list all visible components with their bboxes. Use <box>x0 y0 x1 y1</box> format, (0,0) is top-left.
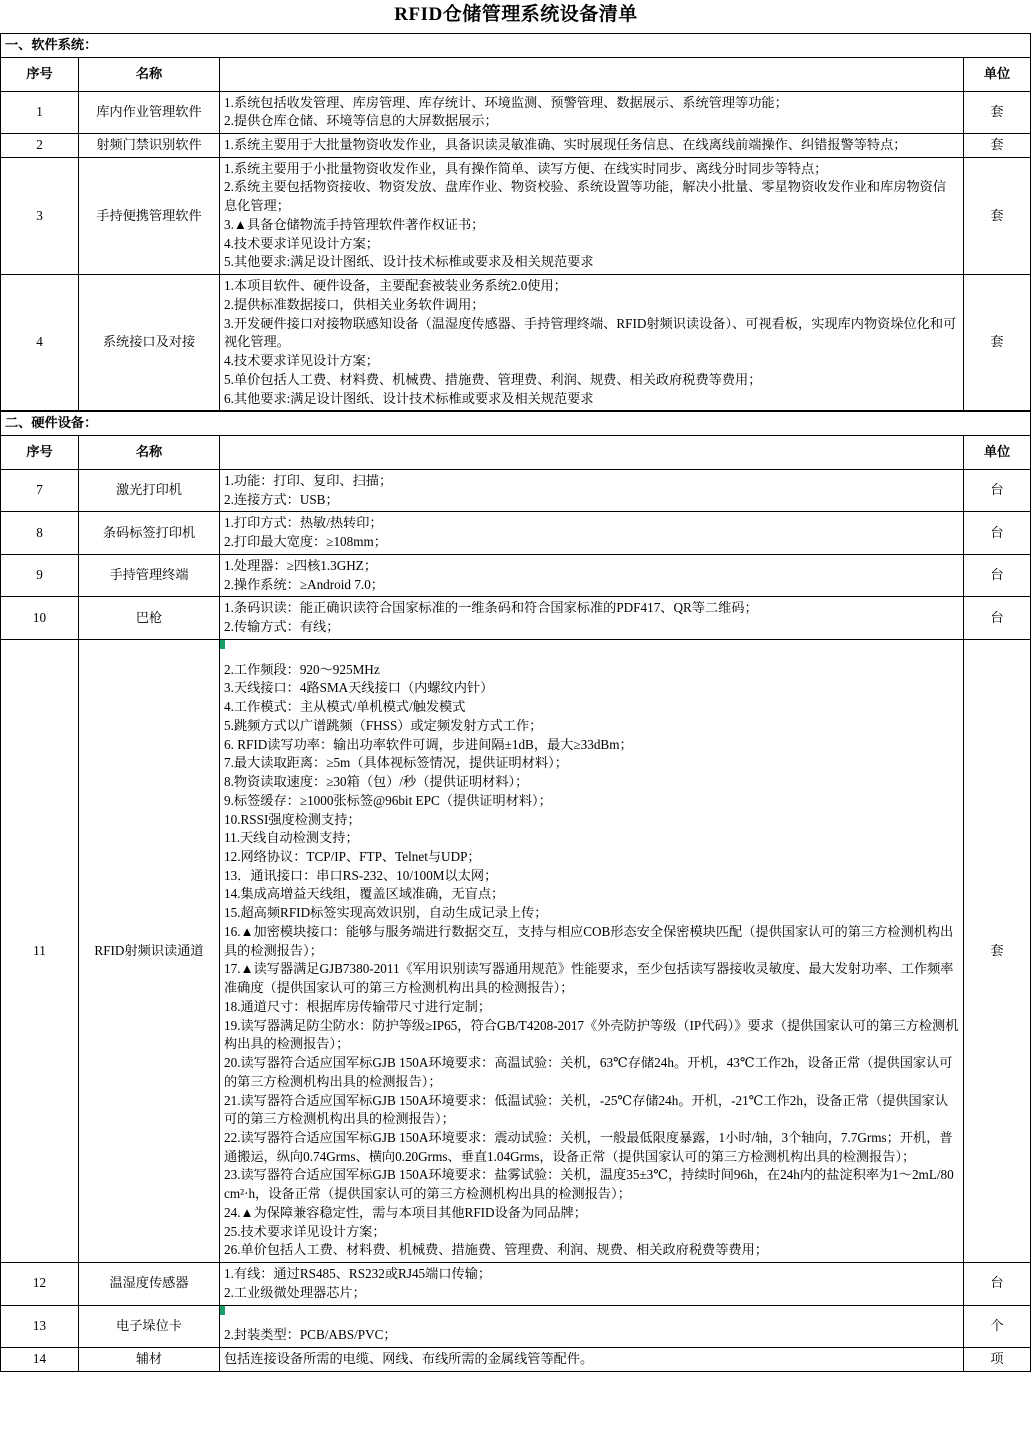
desc-line: 19.读写器满足防尘防水：防护等级≥IP65，符合GB/T4208-2017《外壳防护等级（IP代码）》要求（提供国家认可的第三方检测机构出具的检测报告）； <box>224 1017 959 1052</box>
column-header-no: 序号 <box>1 57 79 91</box>
column-header-unit: 单位 <box>964 436 1031 470</box>
row-name: 条码标签打印机 <box>79 512 220 554</box>
desc-line: 24.▲为保障兼容稳定性，需与本项目其他RFID设备为同品牌； <box>224 1204 587 1220</box>
table-header-row <box>1 436 1031 470</box>
table-row <box>1 157 1031 274</box>
desc-line: 18.通道尺寸：根据库房传输带尺寸进行定制； <box>224 998 492 1014</box>
row-unit: 台 <box>964 470 1031 512</box>
desc-line: 13．通讯接口：串口RS-232、10/100M以太网； <box>224 867 498 883</box>
desc-line: 7.最大读取距离：≥5m（具体视标签情况，提供证明材料）； <box>224 755 568 771</box>
desc-line: 20.读写器符合适应国军标GJB 150A环境要求：高温试验：关机，63℃存储24h。开机，43℃工作2h，设备正常（提供国家认可的第三方检测机构出具的检测报告）； <box>224 1055 953 1089</box>
desc-line: 2.工作频段：920～925MHz <box>224 661 380 677</box>
desc-line <box>224 642 959 661</box>
table-row <box>1 639 1031 1262</box>
row-desc <box>220 597 964 639</box>
desc-line-list <box>224 277 959 408</box>
desc-line: 1.处理器：≥四核1.3GHZ； <box>224 557 378 573</box>
table-row <box>1 470 1031 512</box>
row-no: 12 <box>1 1263 79 1305</box>
row-no: 7 <box>1 470 79 512</box>
row-unit: 套 <box>964 91 1031 133</box>
row-desc <box>220 512 964 554</box>
comment-marker-icon <box>220 1306 225 1315</box>
row-desc <box>220 1263 964 1305</box>
row-desc <box>220 1348 964 1372</box>
row-desc <box>220 91 964 133</box>
desc-line: 14.集成高增益天线组，覆盖区域准确，无盲点； <box>224 886 505 902</box>
desc-line: 5.其他要求:满足设计图纸、设计技术标椎或要求及相关规范要求 <box>224 254 594 270</box>
table-row <box>1 597 1031 639</box>
desc-line: 2.操作系统：≥Android 7.0； <box>224 576 384 592</box>
desc-line: 4.技术要求详见设计方案； <box>224 235 379 251</box>
table-row <box>1 1305 1031 1347</box>
row-unit: 台 <box>964 1263 1031 1305</box>
desc-line: 1.系统包括收发管理、库房管理、库存统计、环境监测、预警管理、数据展示、系统管理等功能； <box>224 94 788 110</box>
row-no: 11 <box>1 639 79 1262</box>
desc-line: 5.单价包括人工费、材料费、机械费、措施费、管理费、利润、规费、相关政府税费等费用； <box>224 371 762 387</box>
row-unit: 台 <box>964 554 1031 596</box>
row-desc <box>220 470 964 512</box>
column-header-name: 名称 <box>79 436 220 470</box>
row-name: 手持便携管理软件 <box>79 157 220 274</box>
row-no: 2 <box>1 134 79 158</box>
row-name: 温湿度传感器 <box>79 1263 220 1305</box>
desc-line: 6.其他要求:满足设计图纸、设计技术标椎或要求及相关规范要求 <box>224 390 594 406</box>
desc-line: 15.超高频RFID标签实现高效识别，自动生成记录上传； <box>224 905 548 921</box>
desc-line: 2.系统主要包括物资接收、物资发放、盘库作业、物资校验、系统设置等功能，解决小批量、零星物资收发作业和库房物资信息化管理； <box>224 179 947 214</box>
desc-line-list <box>224 1265 959 1302</box>
column-header-name: 名称 <box>79 57 220 91</box>
table-row <box>1 512 1031 554</box>
desc-line: 1.打印方式：热敏/热转印； <box>224 515 383 531</box>
desc-line-list <box>224 1350 959 1369</box>
row-no: 13 <box>1 1305 79 1347</box>
desc-line: 2.打印最大宽度：≥108mm； <box>224 534 387 550</box>
row-name: 手持管理终端 <box>79 554 220 596</box>
page-title: RFID仓储管理系统设备清单 <box>394 4 638 25</box>
desc-line-list <box>224 514 959 551</box>
row-desc <box>220 1305 964 1347</box>
row-unit: 套 <box>964 275 1031 411</box>
table-row <box>1 91 1031 133</box>
column-header-desc <box>220 57 964 91</box>
desc-line-list <box>224 1308 959 1345</box>
row-name: 巴枪 <box>79 597 220 639</box>
row-desc <box>220 554 964 596</box>
desc-line: 3.▲具备仓储物流手持管理软件著作权证书； <box>224 216 485 232</box>
desc-line-list <box>224 94 959 131</box>
table-row <box>1 275 1031 411</box>
desc-line: 8.物资读取速度：≥30箱（包）/秒（提供证明材料）； <box>224 774 529 790</box>
desc-line: 9.标签缓存：≥1000张标签@96bit EPC（提供证明材料）； <box>224 792 552 808</box>
section-heading-row <box>1 33 1031 57</box>
desc-line: 26.单价包括人工费、材料费、机械费、措施费、管理费、利润、规费、相关政府税费等费用； <box>224 1242 768 1258</box>
desc-line: 1.有线：通过RS485、RS232或RJ45端口传输； <box>224 1266 492 1282</box>
section-heading-software: 一、软件系统： <box>1 33 1031 57</box>
desc-line: 2.连接方式：USB； <box>224 491 339 507</box>
table-row <box>1 134 1031 158</box>
row-no: 14 <box>1 1348 79 1372</box>
row-name: 射频门禁识别软件 <box>79 134 220 158</box>
table-header-row <box>1 57 1031 91</box>
row-unit: 套 <box>964 157 1031 274</box>
row-unit: 台 <box>964 512 1031 554</box>
desc-line: 10.RSSI强度检测支持； <box>224 811 361 827</box>
desc-line: 6. RFID读写功率：输出功率软件可调，步进间隔±1dB，最大≥33dBm； <box>224 736 633 752</box>
column-header-unit: 单位 <box>964 57 1031 91</box>
row-unit: 个 <box>964 1305 1031 1347</box>
desc-line: 1.功能：打印、复印、扫描； <box>224 473 393 489</box>
desc-line: 25.技术要求详见设计方案； <box>224 1223 386 1239</box>
table-row <box>1 554 1031 596</box>
desc-line-list <box>224 472 959 509</box>
desc-line: 包括连接设备所需的电缆、网线、布线所需的金属线管等配件。 <box>224 1351 594 1367</box>
row-desc <box>220 134 964 158</box>
column-header-desc <box>220 436 964 470</box>
row-unit: 套 <box>964 134 1031 158</box>
desc-line: 21.读写器符合适应国军标GJB 150A环境要求：低温试验：关机，-25℃存储24h。开机，-21℃工作2h，设备正常（提供国家认可的第三方检测机构出具的检测报告）； <box>224 1092 949 1127</box>
row-no: 10 <box>1 597 79 639</box>
software-section-table <box>0 33 1031 411</box>
desc-line: 1.条码识读：能正确识读符合国家标准的一维条码和符合国家标准的PDF417、QR等二维码； <box>224 600 758 616</box>
desc-line <box>224 1308 959 1327</box>
row-name: 库内作业管理软件 <box>79 91 220 133</box>
desc-line: 5.跳频方式以广谱跳频（FHSS）或定频发射方式工作； <box>224 717 543 733</box>
table-row <box>1 1348 1031 1372</box>
row-name: RFID射频识读通道 <box>79 639 220 1262</box>
row-unit: 项 <box>964 1348 1031 1372</box>
row-unit: 套 <box>964 639 1031 1262</box>
desc-line: 17.▲读写器满足GJB7380-2011《军用识别读写器通用规范》性能要求，至少包括读写器接收灵敏度、最大发射功率、工作频率准确度（提供国家认可的第三方检测机构出具的检测报告）； <box>224 961 954 996</box>
desc-line: 22.读写器符合适应国军标GJB 150A环境要求：震动试验：关机，一般最低限度暴露，1小时/轴，3个轴向，7.7Grms；开机，普通搬运，纵向0.74Grms、横向0.20Grms、垂直1.04Grms，设备正常（提供国家认可的第三方检测机构出具的检测报告）； <box>224 1129 953 1164</box>
desc-line: 2.提供仓库仓储、环境等信息的大屏数据展示； <box>224 113 498 129</box>
desc-line: 11.天线自动检测支持； <box>224 830 359 846</box>
desc-line-list <box>224 599 959 636</box>
desc-line-list <box>224 136 959 155</box>
section-heading-hardware: 二、硬件设备： <box>1 412 1031 436</box>
row-name: 激光打印机 <box>79 470 220 512</box>
row-name: 系统接口及对接 <box>79 275 220 411</box>
desc-line: 2.工业级微处理器芯片； <box>224 1284 366 1300</box>
desc-line-list <box>224 557 959 594</box>
row-no: 3 <box>1 157 79 274</box>
desc-line-list <box>224 160 959 272</box>
row-no: 4 <box>1 275 79 411</box>
section-heading-row <box>1 412 1031 436</box>
desc-line: 4.工作模式：主从模式/单机模式/触发模式 <box>224 699 466 715</box>
desc-line: 1.系统主要用于小批量物资收发作业，具有操作简单、读写方便、在线实时同步、离线分时同步等特点； <box>224 160 828 176</box>
desc-line: 12.网络协议：TCP/IP、FTP、Telnet与UDP； <box>224 848 481 864</box>
row-desc <box>220 639 964 1262</box>
desc-line-list <box>224 642 959 1260</box>
desc-line: 1.本项目软件、硬件设备，主要配套被装业务系统2.0使用； <box>224 278 567 294</box>
column-header-no: 序号 <box>1 436 79 470</box>
desc-line: 16.▲加密模块接口：能够与服务端进行数据交互，支持与相应COB形态安全保密模块匹配（提供国家认可的第三方检测机构出具的检测报告）； <box>224 923 954 958</box>
desc-line: 2.封装类型：PCB/ABS/PVC； <box>224 1327 397 1343</box>
row-no: 8 <box>1 512 79 554</box>
desc-line: 3.开发硬件接口对接物联感知设备（温湿度传感器、手持管理终端、RFID射频识读设备）、可视看板，实现库内物资垛位化和可视化管理。 <box>224 315 957 350</box>
table-row <box>1 1263 1031 1305</box>
desc-line: 2.提供标准数据接口，供相关业务软件调用； <box>224 296 485 312</box>
desc-line: 3.天线接口：4路SMA天线接口（内螺纹内针） <box>224 680 494 696</box>
row-unit: 台 <box>964 597 1031 639</box>
row-name: 辅材 <box>79 1348 220 1372</box>
row-name: 电子垛位卡 <box>79 1305 220 1347</box>
row-desc <box>220 275 964 411</box>
desc-line: 1.系统主要用于大批量物资收发作业，具备识读灵敏准确、实时展现任务信息、在线离线前端操作、纠错报警等特点； <box>224 137 907 152</box>
row-no: 9 <box>1 554 79 596</box>
desc-line: 23.读写器符合适应国军标GJB 150A环境要求：盐雾试验：关机，温度35±3℃，持续时间96h，在24h内的盐淀积率为1～2mL/80cm²·h，设备正常（提供国家认可的第三方检测机构出具的检测报告）； <box>224 1167 954 1202</box>
hardware-section-table <box>0 411 1031 1372</box>
desc-line: 2.传输方式：有线； <box>224 619 340 635</box>
row-desc <box>220 157 964 274</box>
comment-marker-icon <box>220 640 225 649</box>
desc-line: 4.技术要求详见设计方案； <box>224 353 379 369</box>
row-no: 1 <box>1 91 79 133</box>
